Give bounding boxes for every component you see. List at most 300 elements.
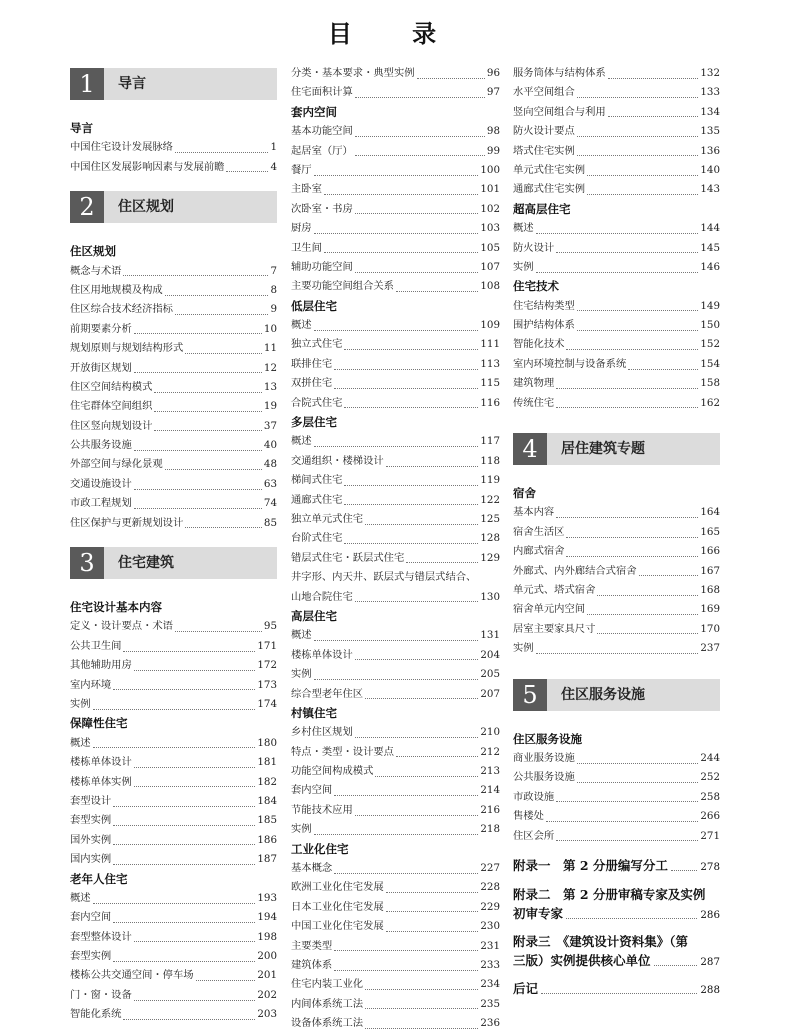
toc-entry-title: 前期要素分析 [70, 322, 132, 335]
toc-entry[interactable] [513, 620, 720, 639]
toc-entry[interactable] [291, 64, 500, 83]
toc-entry-title: 实例 [513, 260, 534, 273]
toc-entry[interactable] [291, 239, 500, 258]
toc-entry[interactable] [513, 258, 720, 277]
toc-entry[interactable] [70, 320, 277, 339]
toc-entry-title: 合院式住宅 [291, 396, 343, 409]
toc-entry[interactable] [513, 542, 720, 561]
toc-leader-dots [334, 786, 478, 796]
toc-page-number: 198 [257, 930, 277, 943]
toc-entry[interactable] [291, 781, 500, 800]
appendix-entry[interactable] [513, 979, 720, 1000]
toc-entry-title: 乡村住区规划 [291, 726, 353, 739]
toc-leader-dots [556, 379, 698, 389]
toc-leader-dots [566, 547, 698, 557]
toc-entry-title: 其他辅助用房 [70, 659, 132, 672]
toc-entry[interactable] [70, 695, 277, 714]
toc-entry[interactable] [291, 937, 500, 956]
toc-entry[interactable] [291, 685, 500, 704]
toc-entry[interactable] [70, 158, 277, 177]
toc-subheading: 宿舍 [513, 486, 536, 501]
toc-leader-dots [355, 592, 479, 602]
toc-page-number: 202 [257, 988, 277, 1001]
toc-entry-title: 建筑体系 [291, 958, 333, 971]
toc-entry[interactable] [513, 788, 720, 807]
toc-entry[interactable] [70, 417, 277, 436]
toc-page-number: 1 [270, 141, 277, 154]
toc-entry[interactable] [70, 928, 277, 947]
toc-entry[interactable] [513, 180, 720, 199]
toc-entry[interactable] [70, 494, 277, 513]
toc-entry-title: 公共卫生间 [70, 639, 122, 652]
toc-entry[interactable] [70, 262, 277, 281]
toc-leader-dots [113, 835, 255, 845]
toc-entry[interactable] [291, 762, 500, 781]
toc-entry[interactable] [291, 588, 500, 607]
toc-entry-title: 套型整体设计 [70, 930, 132, 943]
toc-leader-dots [608, 107, 699, 117]
toc-subheading: 住区规划 [70, 244, 116, 259]
chapter-spacer [513, 719, 720, 730]
toc-leader-dots [134, 758, 256, 768]
toc-page-number: 145 [700, 241, 720, 254]
toc-entry[interactable] [513, 142, 720, 161]
toc-entry[interactable] [70, 300, 277, 319]
toc-leader-dots [314, 321, 479, 331]
toc-entry[interactable] [513, 768, 720, 787]
toc-leader-dots [577, 321, 699, 331]
toc-entry-title: 国内实例 [70, 853, 112, 866]
toc-page-number: 63 [263, 477, 277, 490]
toc-subheading: 多层住宅 [291, 415, 337, 430]
toc-leader-dots [355, 127, 485, 137]
toc-page-number: 165 [700, 525, 720, 538]
toc-entry[interactable] [513, 374, 720, 393]
toc-entry[interactable] [70, 138, 277, 157]
toc-entry[interactable] [291, 142, 500, 161]
toc-entry-title: 中国住区发展影响因素与发展前瞻 [70, 160, 225, 173]
toc-entry[interactable] [70, 966, 277, 985]
toc-page-number: 174 [257, 697, 277, 710]
toc-entry[interactable] [513, 64, 720, 83]
toc-leader-dots [93, 700, 256, 710]
toc-leader-dots [123, 1010, 255, 1020]
toc-leader-dots [334, 961, 478, 971]
toc-leader-dots [671, 861, 697, 871]
toc-entry[interactable] [291, 626, 500, 645]
toc-page-number: 109 [480, 319, 500, 332]
toc-entry[interactable] [291, 743, 500, 762]
toc-entry[interactable] [70, 455, 277, 474]
toc-entry-title: 餐厅 [291, 163, 312, 176]
toc-page-number: 201 [257, 969, 277, 982]
toc-entry[interactable] [291, 471, 500, 490]
toc-entry-title: 商业服务设施 [513, 751, 575, 764]
toc-subheading: 住区服务设施 [513, 731, 582, 746]
toc-page-number: 96 [486, 67, 500, 79]
toc-page-number: 85 [263, 516, 277, 529]
toc-entry-title: 独立单元式住宅 [291, 512, 364, 525]
toc-entry[interactable] [513, 103, 720, 122]
toc-entry[interactable] [513, 807, 720, 826]
toc-leader-dots [566, 909, 697, 919]
toc-leader-dots [355, 650, 479, 660]
toc-entry[interactable] [70, 1005, 277, 1024]
toc-entry-title: 基本功能空间 [291, 125, 353, 138]
toc-page-number: 258 [700, 790, 720, 803]
appendix-title-cont: 三版）实例提供核心单位 [513, 952, 651, 968]
toc-entry-title: 交通设施设计 [70, 477, 132, 490]
toc-leader-dots [375, 767, 478, 777]
toc-page-number: 170 [700, 622, 720, 635]
toc-entry[interactable] [291, 432, 500, 451]
toc-leader-dots [556, 831, 698, 841]
toc-entry-title: 门・窗・设备 [70, 988, 132, 1001]
toc-subheading: 老年人住宅 [70, 871, 128, 886]
toc-entry[interactable] [513, 122, 720, 141]
toc-entry-title: 设备体系统工法 [291, 1017, 364, 1030]
toc-entry-title: 基本内容 [513, 506, 555, 519]
toc-column-1 [70, 64, 277, 1025]
toc-page-number: 278 [700, 860, 720, 873]
toc-entry-title: 公共服务设施 [513, 771, 575, 784]
toc-page-number: 131 [480, 629, 500, 642]
toc-entry[interactable] [291, 723, 500, 742]
appendix-line [513, 856, 720, 877]
toc-entry[interactable] [513, 562, 720, 581]
toc-page-number: 98 [486, 125, 500, 138]
toc-entry[interactable] [291, 549, 500, 568]
toc-entry[interactable] [291, 200, 500, 219]
toc-entry[interactable] [70, 359, 277, 378]
toc-leader-dots [134, 932, 256, 942]
toc-entry[interactable] [70, 850, 277, 869]
appendix-line-2 [513, 952, 720, 971]
toc-entry-title: 概述 [513, 222, 534, 235]
toc-entry-title: 辅助功能空间 [291, 260, 353, 273]
toc-entry[interactable] [513, 316, 720, 335]
toc-entry[interactable] [70, 947, 277, 966]
toc-subheading: 村镇住宅 [291, 705, 337, 720]
toc-page-number: 97 [486, 86, 500, 99]
toc-entry[interactable] [70, 773, 277, 792]
toc-entry[interactable] [513, 749, 720, 768]
toc-entry[interactable] [513, 355, 720, 374]
toc-page-number: 168 [700, 583, 720, 596]
appendix-entry[interactable] [513, 932, 720, 971]
toc-entry-title: 定义・设计要点・术语 [70, 620, 173, 633]
toc-leader-dots [93, 738, 256, 748]
toc-leader-dots [113, 680, 255, 690]
toc-entry[interactable] [513, 219, 720, 238]
toc-entry-title: 概述 [291, 435, 312, 448]
toc-leader-dots [175, 622, 262, 632]
chapter-spacer [70, 231, 277, 242]
toc-leader-dots [134, 661, 256, 671]
toc-leader-dots [344, 534, 478, 544]
toc-subheading: 套内空间 [291, 104, 337, 119]
toc-entry-title: 独立式住宅 [291, 338, 343, 351]
toc-entry[interactable] [70, 514, 277, 533]
toc-page-number: 118 [480, 454, 500, 467]
toc-leader-dots [386, 883, 479, 893]
toc-entry[interactable] [70, 281, 277, 300]
appendix-line [513, 979, 720, 1000]
toc-entry-title: 围护结构体系 [513, 319, 575, 332]
toc-page-number: 218 [480, 823, 500, 836]
toc-leader-dots [365, 999, 478, 1009]
toc-page-number: 237 [700, 642, 720, 655]
toc-leader-dots [577, 773, 699, 783]
toc-page-number: 227 [480, 862, 500, 875]
toc-leader-dots [536, 644, 699, 654]
toc-leader-dots [396, 282, 478, 292]
toc-entry-title: 智能化系统 [70, 1008, 122, 1021]
toc-entry-title: 实例 [291, 668, 312, 681]
toc-entry[interactable] [291, 975, 500, 994]
toc-page-number: 230 [480, 920, 500, 933]
toc-page-number: 204 [480, 648, 500, 661]
toc-leader-dots [134, 991, 256, 1001]
toc-leader-dots [365, 1019, 478, 1029]
toc-page-number: 171 [257, 639, 277, 652]
toc-subheading: 保障性住宅 [70, 716, 128, 731]
toc-entry[interactable] [291, 161, 500, 180]
toc-entry-title: 宿舍生活区 [513, 525, 565, 538]
toc-entry-title: 梯间式住宅 [291, 474, 343, 487]
toc-entry[interactable] [291, 878, 500, 897]
toc-leader-dots [546, 812, 698, 822]
toc-entry-title: 住宅内装工业化 [291, 978, 364, 991]
toc-entry[interactable] [291, 258, 500, 277]
toc-leader-dots [577, 146, 699, 156]
toc-entry[interactable] [513, 581, 720, 600]
toc-entry[interactable] [291, 917, 500, 936]
toc-entry[interactable] [291, 219, 500, 238]
toc-leader-dots [165, 460, 262, 470]
toc-entry[interactable] [291, 122, 500, 141]
toc-entry-title: 楼栋单体设计 [291, 648, 353, 661]
toc-leader-dots [134, 480, 262, 490]
toc-entry-title: 实例 [291, 823, 312, 836]
toc-page-number: 266 [700, 810, 720, 823]
toc-entry[interactable] [291, 394, 500, 413]
toc-leader-dots [556, 508, 698, 518]
toc-page-number: 11 [263, 342, 277, 355]
toc-entry-title: 国外实例 [70, 833, 112, 846]
toc-entry[interactable] [70, 617, 277, 636]
toc-entry[interactable] [70, 753, 277, 772]
toc-leader-dots [597, 624, 698, 634]
toc-entry[interactable] [291, 180, 500, 199]
toc-subheading: 工业化住宅 [291, 841, 349, 856]
toc-page-number: 200 [257, 950, 277, 963]
toc-entry[interactable] [291, 859, 500, 878]
toc-page-number: 164 [700, 506, 720, 519]
toc-entry-title: 套型实例 [70, 950, 112, 963]
toc-page-number: 210 [480, 726, 500, 739]
toc-page-number: 128 [480, 532, 500, 545]
toc-entry[interactable] [70, 637, 277, 656]
toc-leader-dots [386, 457, 479, 467]
toc-entry-title: 住宅结构类型 [513, 299, 575, 312]
appendix-list [513, 856, 720, 1000]
toc-page-number: 144 [700, 222, 720, 235]
toc-entry[interactable] [291, 316, 500, 335]
toc-entry-title: 节能技术应用 [291, 803, 353, 816]
toc-subheading: 住宅技术 [513, 279, 559, 294]
toc-page-number: 228 [480, 881, 500, 894]
toc-entry[interactable] [291, 83, 500, 102]
toc-entry-title: 套型实例 [70, 814, 112, 827]
toc-page-number: 107 [480, 260, 500, 273]
toc-leader-dots [577, 301, 699, 311]
toc-entry-title: 实例 [70, 697, 91, 710]
toc-leader-dots [587, 185, 698, 195]
toc-page-number: 231 [480, 939, 500, 952]
toc-leader-dots [386, 902, 479, 912]
toc-entry[interactable] [70, 397, 277, 416]
toc-entry[interactable] [291, 898, 500, 917]
toc-leader-dots [365, 515, 478, 525]
toc-entry[interactable] [291, 452, 500, 471]
toc-entry[interactable] [513, 827, 720, 846]
toc-entry[interactable] [291, 491, 500, 510]
toc-column-2 [291, 64, 500, 1034]
toc-leader-dots [556, 398, 698, 408]
toc-leader-dots [165, 286, 269, 296]
toc-entry-title: 套内空间 [291, 784, 333, 797]
toc-leader-dots [355, 146, 485, 156]
toc-entry-title: 外部空间与绿化景观 [70, 458, 163, 471]
toc-entry[interactable] [513, 297, 720, 316]
toc-page-number: 13 [263, 380, 277, 393]
toc-entry[interactable] [70, 889, 277, 908]
toc-entry[interactable] [70, 475, 277, 494]
toc-entry-title: 实例 [513, 642, 534, 655]
toc-entry[interactable] [291, 374, 500, 393]
toc-page-number: 185 [257, 814, 277, 827]
toc-page-number: 117 [480, 435, 500, 448]
toc-entry-title: 智能化技术 [513, 338, 565, 351]
toc-leader-dots [417, 69, 485, 79]
toc-entry[interactable] [291, 820, 500, 839]
toc-entry[interactable] [70, 831, 277, 850]
toc-entry-title: 中国工业化住宅发展 [291, 920, 384, 933]
toc-page-number: 119 [480, 474, 500, 487]
toc-entry[interactable] [70, 792, 277, 811]
toc-page-number: 187 [257, 853, 277, 866]
toc-entry[interactable] [513, 600, 720, 619]
toc-entry-title: 防火设计要点 [513, 125, 575, 138]
toc-entry[interactable] [513, 161, 720, 180]
toc-entry[interactable] [291, 646, 500, 665]
toc-entry-title: 双拼住宅 [291, 377, 333, 390]
toc-entry-title: 住区综合技术经济指标 [70, 303, 173, 316]
toc-leader-dots [314, 224, 479, 234]
toc-entry[interactable] [513, 523, 720, 542]
toc-entry[interactable] [70, 656, 277, 675]
toc-entry[interactable] [70, 339, 277, 358]
toc-entry-title: 住区空间结构模式 [70, 380, 153, 393]
toc-entry[interactable] [70, 734, 277, 753]
toc-entry[interactable] [513, 639, 720, 658]
appendix-entry[interactable] [513, 856, 720, 877]
toc-entry[interactable] [513, 239, 720, 258]
toc-page-number: 101 [480, 183, 500, 196]
toc-entry[interactable] [291, 956, 500, 975]
toc-page-number: 286 [700, 908, 720, 921]
toc-entry[interactable] [291, 568, 500, 587]
toc-page-number: 229 [480, 900, 500, 913]
toc-entry[interactable] [291, 510, 500, 529]
toc-entry-title: 市政工程规划 [70, 497, 132, 510]
toc-page-number: 149 [700, 299, 720, 312]
toc-entry[interactable] [70, 986, 277, 1005]
appendix-title-cont: 初审专家 [513, 905, 564, 921]
toc-page-number: 10 [263, 322, 277, 335]
toc-entry[interactable] [70, 908, 277, 927]
toc-page-number: 184 [257, 794, 277, 807]
toc-page-number: 40 [263, 439, 277, 452]
toc-leader-dots [365, 689, 478, 699]
toc-leader-dots [113, 952, 255, 962]
toc-entry[interactable] [70, 811, 277, 830]
toc-entry[interactable] [70, 676, 277, 695]
toc-page-number: 194 [257, 911, 277, 924]
toc-leader-dots [113, 913, 255, 923]
toc-page-number: 9 [270, 303, 277, 316]
chapter-number: 1 [70, 68, 104, 100]
chapter-spacer [513, 473, 720, 484]
toc-entry-title: 水平空间组合 [513, 86, 575, 99]
toc-entry-title: 主要类型 [291, 939, 333, 952]
toc-entry-title: 住宅面积计算 [291, 86, 353, 99]
toc-page-number: 213 [480, 765, 500, 778]
toc-entry-title: 台阶式住宅 [291, 532, 343, 545]
toc-entry-title: 特点・类型・设计要点 [291, 745, 394, 758]
toc-entry[interactable] [291, 801, 500, 820]
chapter-spacer [70, 108, 277, 119]
toc-entry[interactable] [291, 995, 500, 1014]
toc-entry[interactable] [513, 503, 720, 522]
toc-entry[interactable] [291, 529, 500, 548]
toc-leader-dots [587, 605, 698, 615]
toc-entry[interactable] [291, 1014, 500, 1033]
toc-entry-title: 住区竖向规划设计 [70, 419, 153, 432]
toc-entry[interactable] [291, 355, 500, 374]
toc-entry[interactable] [70, 378, 277, 397]
toc-entry[interactable] [513, 83, 720, 102]
toc-entry[interactable] [513, 335, 720, 354]
appendix-entry[interactable] [513, 885, 720, 924]
toc-page-number: 154 [700, 357, 720, 370]
toc-page-number: 150 [700, 319, 720, 332]
toc-entry-title: 中国住宅设计发展脉络 [70, 141, 173, 154]
toc-entry[interactable] [291, 335, 500, 354]
toc-leader-dots [314, 631, 479, 641]
toc-entry[interactable] [291, 277, 500, 296]
toc-subheading: 高层住宅 [291, 608, 337, 623]
toc-entry[interactable] [291, 665, 500, 684]
chapter-number: 4 [513, 433, 547, 465]
appendix-title: 附录二 第 2 分册审稿专家及实例 [513, 886, 706, 902]
toc-entry[interactable] [513, 394, 720, 413]
toc-page-number: 288 [700, 983, 720, 996]
toc-leader-dots [654, 956, 698, 966]
toc-page-number: 132 [700, 67, 720, 79]
toc-entry[interactable] [70, 436, 277, 455]
